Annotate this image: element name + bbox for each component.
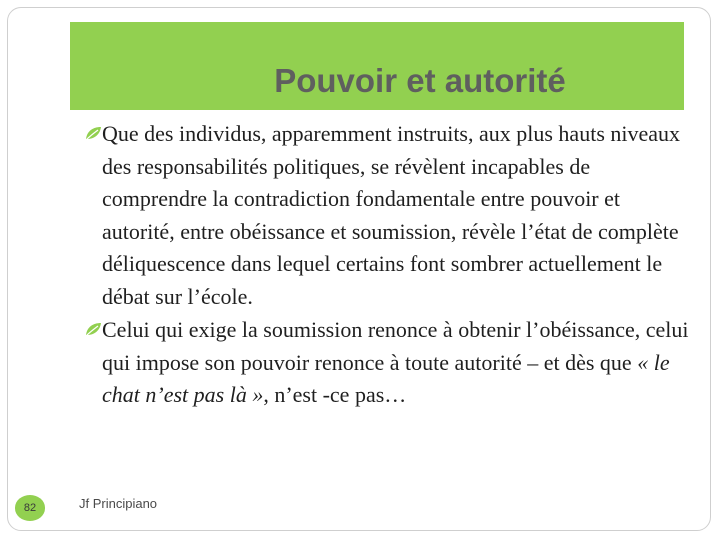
page-number-badge <box>15 495 45 521</box>
slide-title: Pouvoir et autorité <box>274 62 566 99</box>
bullet-item-1 <box>82 118 692 313</box>
bullet-item-2 <box>82 314 692 412</box>
bullet-text-1: Que des individus, apparemment instruits, aux plus hauts niveaux des responsabilités politiques, se révèlent incapables de comprendre la contradiction fondamentale entre pouvoir et autorité, entre obéissance et soumission, révèle l’état de complète déliquescence dans lequel certains font sombrer actuellement le débat sur l’école. <box>102 121 681 309</box>
footer-author: Jf Principiano <box>79 496 158 511</box>
page-number: 82 <box>23 502 37 514</box>
bullet-text-2-before: Celui qui exige la soumission renonce à obtenir l’obéissance, celui qui impose son pouvoir renonce à toute autorité – et dès que <box>102 317 689 375</box>
slide-body <box>82 118 692 413</box>
leaf-bullet-icon <box>85 322 102 337</box>
bullet-text-2-quote: « le chat n’est pas là » <box>102 349 670 407</box>
bullet-text-2 <box>102 317 689 407</box>
bullet-text-2-after: , n’est -ce pas… <box>263 382 407 407</box>
leaf-bullet-icon <box>85 126 102 141</box>
